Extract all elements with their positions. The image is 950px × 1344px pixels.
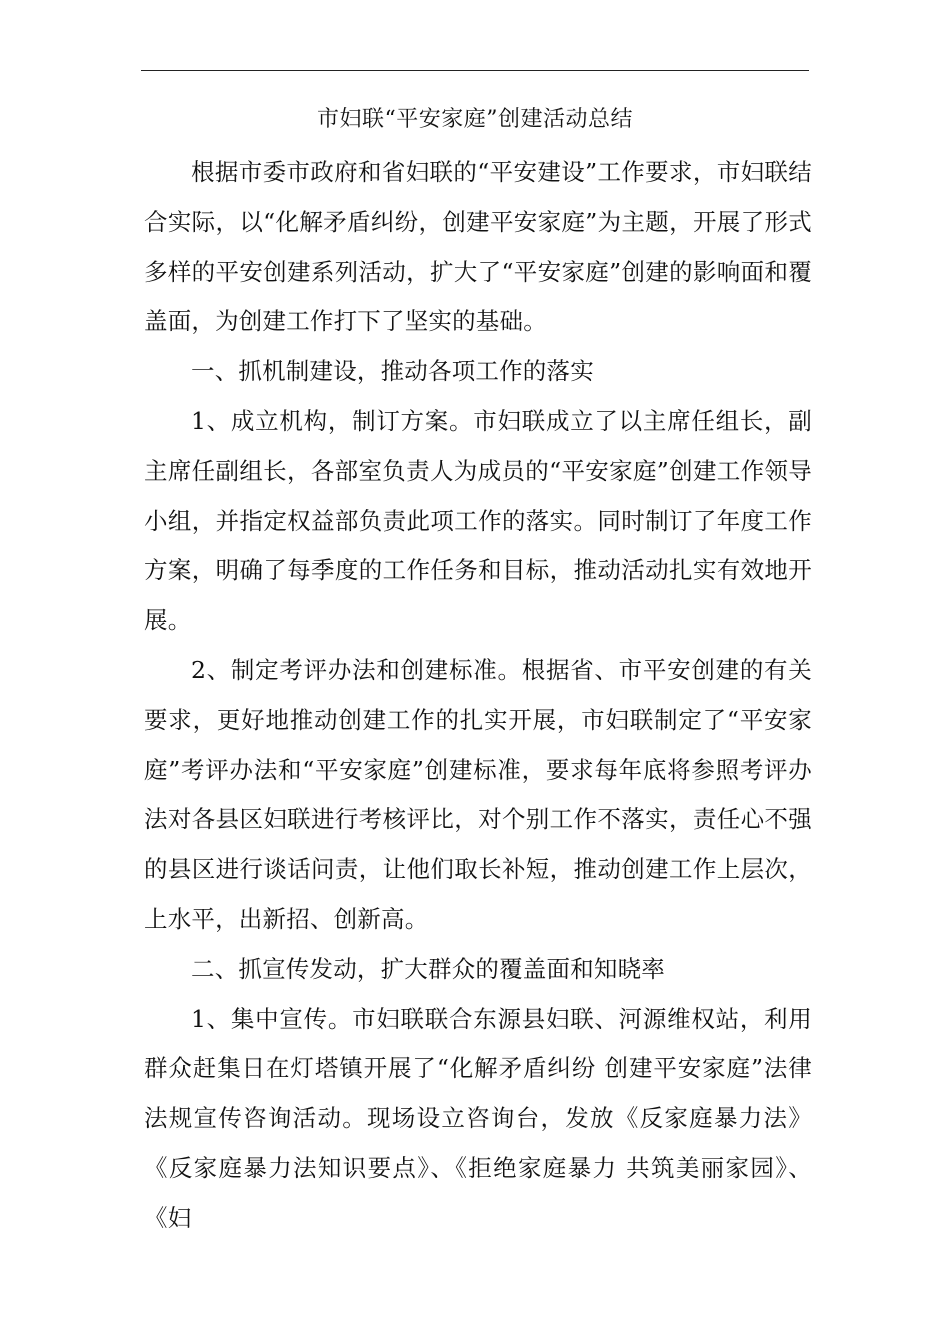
- section-heading-1: 一、抓机制建设，推动各项工作的落实: [191, 357, 594, 386]
- document-body: [144, 148, 812, 1244]
- document-title: 市妇联“平安家庭”创建活动总结: [317, 107, 633, 132]
- paragraph-1-1: 1、成立机构，制订方案。市妇联成立了以主席任组长，副主席任副组长，各部室负责人为成员的“平安家庭”创建工作领导小组，并指定权益部负责此项工作的落实。同时制订了年度工作方案，明确了每季度的工作任务和目标，推动活动扎实有效地开展。: [144, 406, 812, 635]
- paragraph-2-1: 1、集中宣传。市妇联联合东源县妇联、河源维权站，利用群众赶集日在灯塔镇开展了“化解矛盾纠纷 创建平安家庭”法律法规宣传咨询活动。现场设立咨询台，发放《反家庭暴力法》《反家庭暴力法知识要点》、《拒绝家庭暴力 共筑美丽家园》、《妇: [144, 1004, 812, 1232]
- section-heading-2: 二、抓宣传发动，扩大群众的覆盖面和知晓率: [191, 954, 665, 983]
- paragraph-1-2: 2、制定考评办法和创建标准。根据省、市平安创建的有关要求，更好地推动创建工作的扎实开展，市妇联制定了“平安家庭”考评办法和“平安家庭”创建标准，要求每年底将参照考评办法对各县区妇联进行考核评比，对个别工作不落实，责任心不强的县区进行谈话问责，让他们取长补短，推动创建工作上层次，上水平，出新招、创新高。: [144, 655, 812, 933]
- header-rule: [141, 70, 809, 71]
- intro-paragraph: 根据市委市政府和省妇联的“平安建设”工作要求，市妇联结合实际，以“化解矛盾纠纷，创建平安家庭”为主题，开展了形式多样的平安创建系列活动，扩大了“平安家庭”创建的影响面和覆盖面，为创建工作打下了坚实的基础。: [144, 158, 812, 336]
